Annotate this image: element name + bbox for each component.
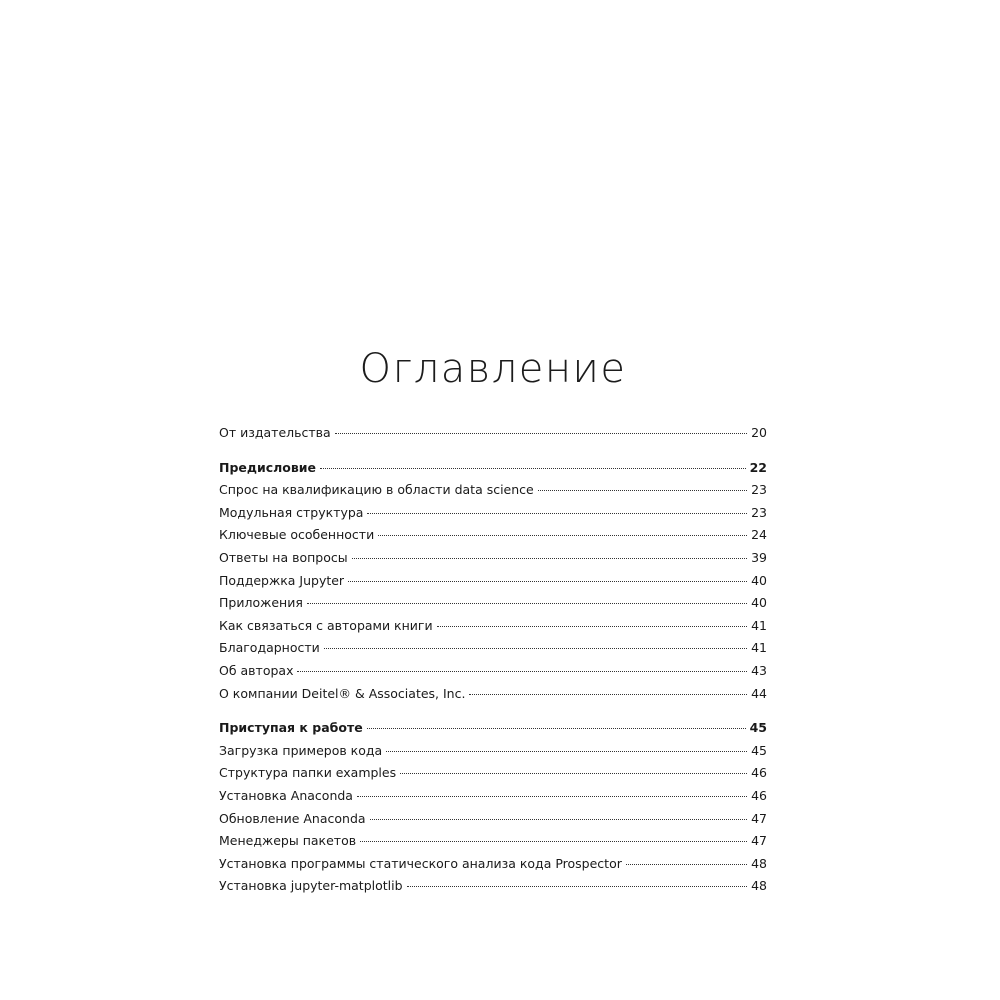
toc-page-number: 46 — [751, 787, 767, 803]
toc-entry-title: Модульная структура — [219, 504, 364, 520]
toc-entry[interactable] — [219, 764, 767, 787]
toc-entry-title: Структура папки examples — [219, 765, 397, 781]
toc-entry-title: Установка Anaconda — [219, 787, 353, 803]
toc-entry-title: Как связаться с авторами книги — [219, 617, 433, 633]
toc-dot-leader — [378, 535, 747, 536]
toc-entry[interactable] — [219, 877, 767, 900]
toc-page-number: 44 — [751, 685, 767, 701]
toc-page-number: 39 — [751, 549, 767, 565]
toc-entry-title: Поддержка Jupyter — [219, 572, 345, 588]
toc-entry[interactable] — [219, 685, 767, 708]
toc-entry-title: Ответы на вопросы — [219, 549, 348, 565]
toc-dot-leader — [352, 558, 747, 559]
toc-entry[interactable] — [219, 526, 767, 549]
toc-entry-title: Менеджеры пакетов — [219, 833, 357, 849]
toc-dot-leader — [370, 819, 748, 820]
toc-entry-title: Благодарности — [219, 640, 320, 656]
toc-entry[interactable] — [219, 832, 767, 855]
toc-entry-title: Ключевые особенности — [219, 527, 375, 543]
toc-dot-leader — [400, 773, 747, 774]
toc-page-number: 43 — [751, 662, 767, 678]
toc-entry[interactable] — [219, 662, 767, 685]
toc-dot-leader — [367, 513, 747, 514]
toc-entry[interactable] — [219, 855, 767, 878]
toc-dot-leader — [335, 433, 747, 434]
toc-page-number: 23 — [751, 504, 767, 520]
toc-page-number: 48 — [751, 855, 767, 871]
toc-page-number: 48 — [751, 878, 767, 894]
toc-entry[interactable] — [219, 424, 767, 447]
toc-page-number: 41 — [751, 617, 767, 633]
toc-entry[interactable] — [219, 810, 767, 833]
toc-entry-title: Установка jupyter-matplotlib — [219, 878, 403, 894]
toc-entry-title: Приступая к работе — [219, 720, 363, 736]
toc-dot-leader — [360, 841, 747, 842]
toc-dot-leader — [469, 694, 747, 695]
toc-page-number: 47 — [751, 810, 767, 826]
toc-entry[interactable] — [219, 504, 767, 527]
toc-dot-leader — [297, 671, 747, 672]
toc-entry[interactable] — [219, 617, 767, 640]
toc-entry-title: Об авторах — [219, 662, 294, 678]
toc-dot-leader — [437, 626, 747, 627]
toc-page-number: 22 — [749, 459, 767, 475]
toc-page-number: 45 — [751, 742, 767, 758]
toc-entry[interactable] — [219, 481, 767, 504]
toc-dot-leader — [357, 796, 747, 797]
toc-dot-leader — [386, 751, 747, 752]
toc-dot-leader — [324, 648, 747, 649]
toc-dot-leader — [348, 581, 747, 582]
toc-page-number: 23 — [751, 482, 767, 498]
toc-entry-title: Установка программы статического анализа кода Prospector — [219, 855, 622, 871]
toc-entry-title: Спрос на квалификацию в области data science — [219, 482, 534, 498]
toc-dot-leader — [407, 886, 748, 887]
toc-chapter-entry[interactable] — [219, 719, 767, 742]
toc-page-number: 46 — [751, 765, 767, 781]
toc-entry[interactable] — [219, 639, 767, 662]
toc-entry[interactable] — [219, 787, 767, 810]
toc-entry-title: От издательства — [219, 425, 331, 440]
toc-entry[interactable] — [219, 549, 767, 572]
toc-page-number: 20 — [751, 425, 767, 440]
toc-page-number: 40 — [751, 572, 767, 588]
toc-page-number: 24 — [751, 527, 767, 543]
toc-page-number: 47 — [751, 833, 767, 849]
toc-dot-leader — [538, 490, 747, 491]
toc-entry-title: Обновление Anaconda — [219, 810, 366, 826]
toc-entry-title: Предисловие — [219, 459, 317, 475]
toc-dot-leader — [626, 864, 747, 865]
toc-page-number: 40 — [751, 595, 767, 611]
table-of-contents — [219, 424, 767, 900]
toc-entry[interactable] — [219, 742, 767, 765]
toc-entry-title: О компании Deitel® & Associates, Inc. — [219, 685, 466, 701]
toc-entry-title: Загрузка примеров кода — [219, 742, 383, 758]
toc-dot-leader — [320, 468, 746, 469]
toc-dot-leader — [307, 603, 747, 604]
toc-page-number: 45 — [749, 720, 767, 736]
toc-chapter-entry[interactable] — [219, 459, 767, 482]
toc-page-number: 41 — [751, 640, 767, 656]
toc-entry[interactable] — [219, 594, 767, 617]
page-title: Оглавление — [359, 345, 627, 392]
toc-dot-leader — [367, 728, 746, 729]
toc-entry[interactable] — [219, 572, 767, 595]
toc-entry-title: Приложения — [219, 595, 303, 611]
